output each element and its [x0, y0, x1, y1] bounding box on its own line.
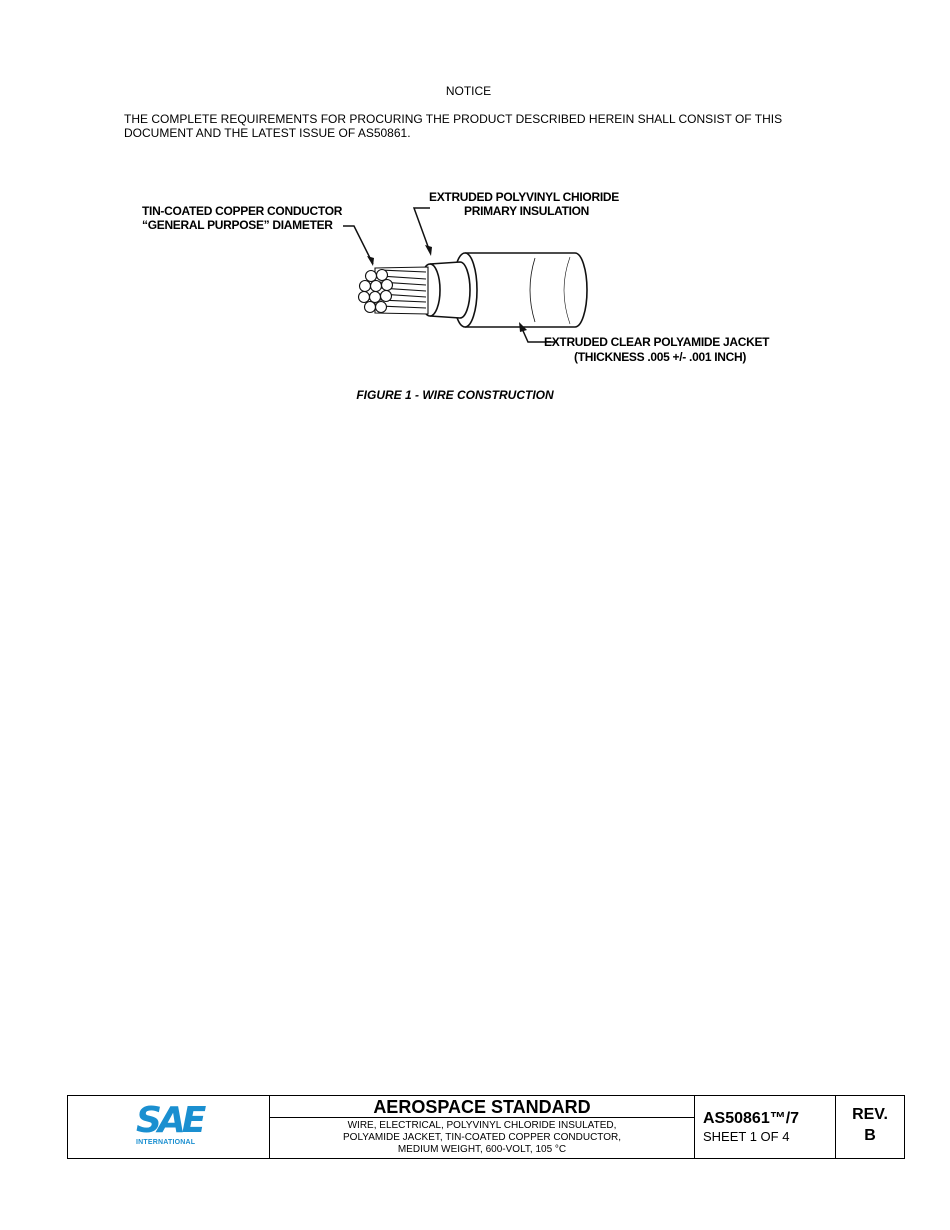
- conductor-label-line1: TIN-COATED COPPER CONDUCTOR: [142, 204, 343, 218]
- title-cell: [270, 1096, 695, 1158]
- description-line2: POLYAMIDE JACKET, TIN-COATED COPPER CONDUCTOR,: [343, 1132, 621, 1143]
- conductor-label-line2: “GENERAL PURPOSE” DIAMETER: [142, 218, 333, 232]
- revision-label: REV.: [852, 1106, 888, 1123]
- standard-description: [270, 1118, 694, 1156]
- conductor-strands: [359, 267, 429, 314]
- figure-caption: FIGURE 1 - WIRE CONSTRUCTION: [356, 388, 554, 402]
- jacket: [453, 253, 587, 327]
- sae-logo: [136, 1100, 206, 1152]
- jacket-label-line2: (THICKNESS .005 +/- .001 INCH): [574, 350, 747, 364]
- logo-cell: [68, 1096, 270, 1158]
- document-number-cell: [695, 1096, 836, 1158]
- description-line1: WIRE, ELECTRICAL, POLYVINYL CHLORIDE INSULATED,: [347, 1120, 617, 1131]
- sae-logo-subtext: INTERNATIONAL: [136, 1139, 196, 1146]
- revision-value: B: [864, 1127, 876, 1144]
- wire-illustration: [130, 180, 810, 380]
- sheet-number: SHEET 1 OF 4: [703, 1129, 790, 1144]
- revision-cell: [836, 1096, 904, 1158]
- jacket-label-line1: EXTRUDED CLEAR POLYAMIDE JACKET: [544, 335, 770, 349]
- description-line3: MEDIUM WEIGHT, 600-VOLT, 105 °C: [397, 1144, 567, 1155]
- standard-heading: AEROSPACE STANDARD: [270, 1096, 694, 1118]
- notice-title: NOTICE: [445, 84, 492, 98]
- document-number: AS50861™/7: [703, 1110, 800, 1127]
- insulation-label-line2: PRIMARY INSULATION: [464, 204, 590, 218]
- notice-body: THE COMPLETE REQUIREMENTS FOR PROCURING THE PRODUCT DESCRIBED HEREIN SHALL CONSIST OF THIS DOCUMENT AND THE LATEST ISSUE OF AS50861.: [124, 112, 783, 140]
- title-block: [67, 1095, 905, 1159]
- wire-construction-figure: [130, 180, 810, 380]
- sae-logo-mark: SAE: [136, 1100, 203, 1141]
- insulation-label-line1: EXTRUDED POLYVINYL CHIORIDE: [429, 190, 619, 204]
